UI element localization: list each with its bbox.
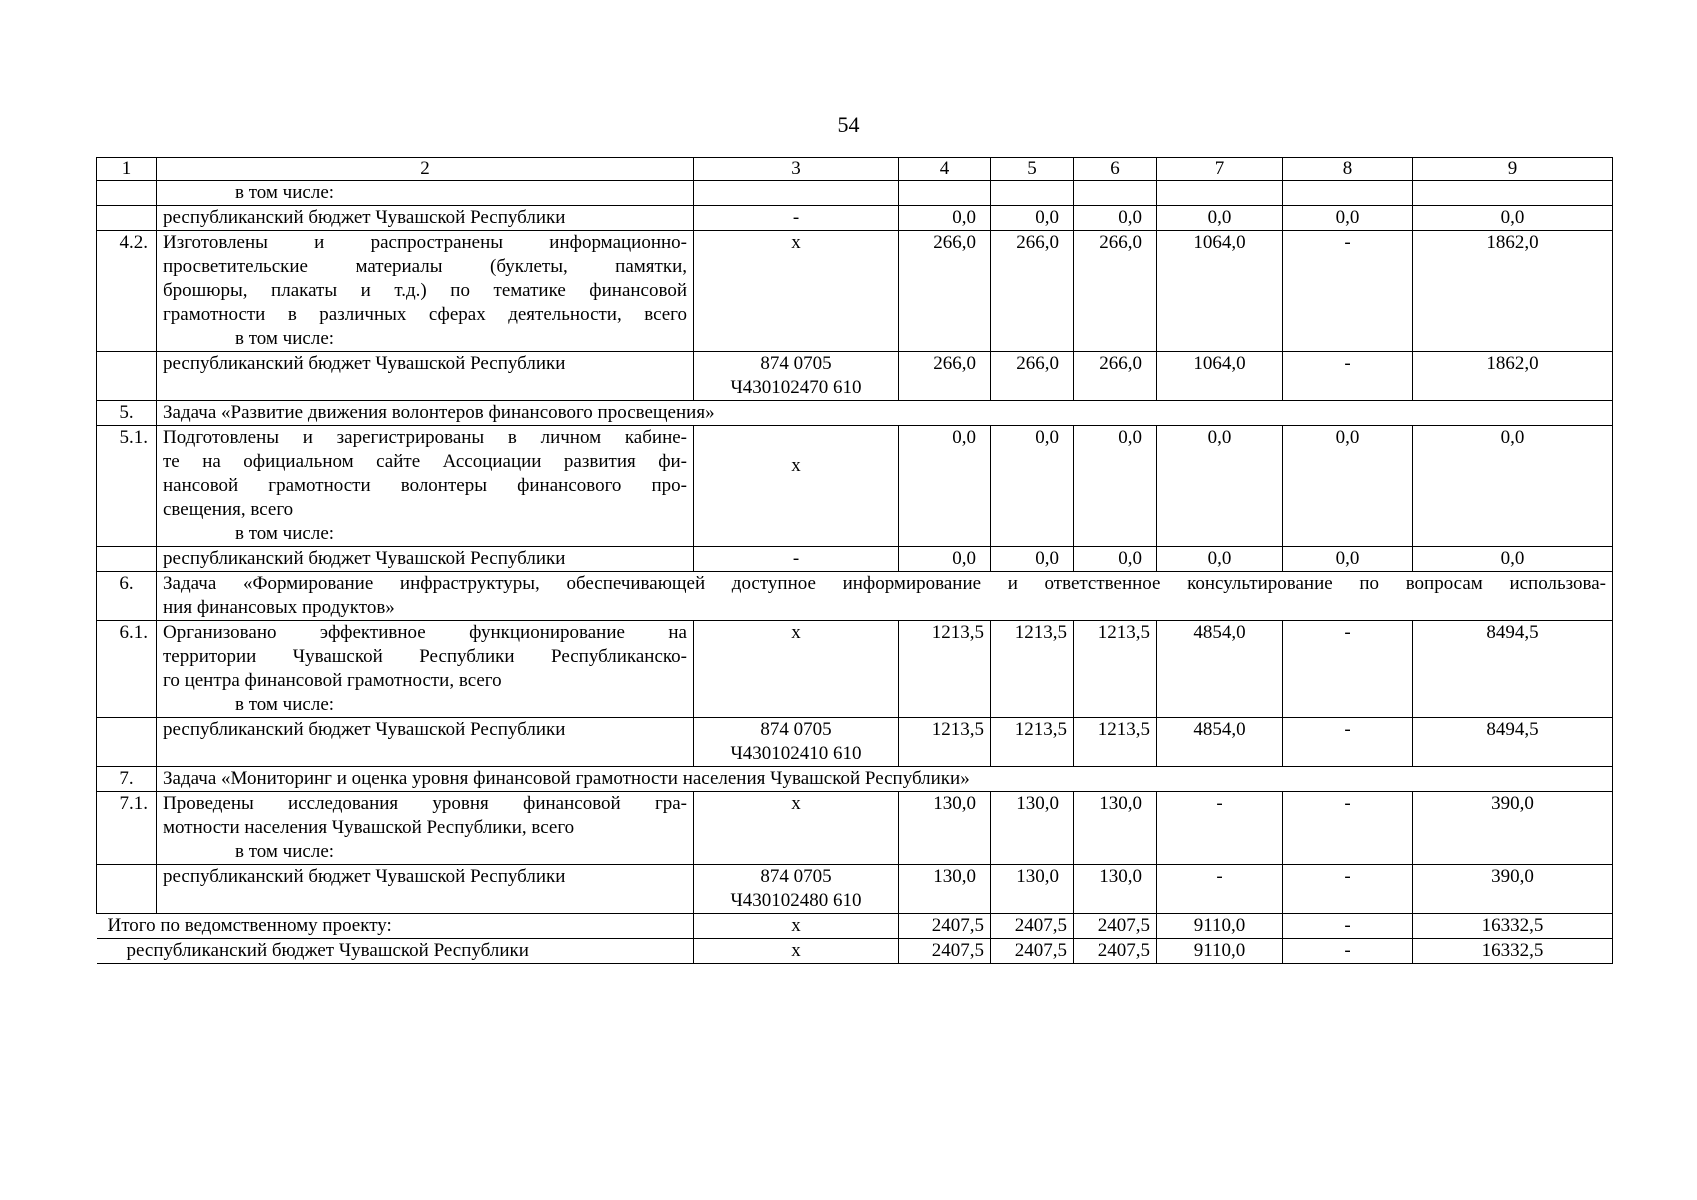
value-cell: -: [1283, 718, 1413, 767]
total-label: республиканский бюджет Чувашской Республики: [97, 939, 694, 964]
budget-code: х: [694, 426, 899, 547]
value-cell: -: [1283, 621, 1413, 718]
value-cell: -: [1283, 231, 1413, 352]
row-description: Организовано эффективное функционирование на территории Чувашской Республики Республиканско- го центра финансовой грамотности, всего в том числе:: [157, 621, 694, 718]
value-cell: 390,0: [1413, 865, 1613, 914]
col-header: 9: [1413, 158, 1613, 181]
col-header: 5: [991, 158, 1074, 181]
value-cell: -: [1283, 865, 1413, 914]
row-description: Проведены исследования уровня финансовой гра- мотности населения Чувашской Республики, всего в том числе:: [157, 792, 694, 865]
value-cell: -: [1283, 939, 1413, 964]
value-cell: 9110,0: [1157, 914, 1283, 939]
budget-code: х: [694, 231, 899, 352]
budget-table: [96, 157, 1613, 964]
value-cell: 130,0: [899, 865, 991, 914]
value-cell: 266,0: [1074, 231, 1157, 352]
value-cell: 266,0: [1074, 352, 1157, 401]
value-cell: 4854,0: [1157, 718, 1283, 767]
table-row: [97, 621, 1613, 718]
table-row: [97, 426, 1613, 547]
value-cell: 0,0: [899, 206, 991, 231]
value-cell: 1213,5: [991, 621, 1074, 718]
value-cell: 2407,5: [991, 939, 1074, 964]
value-cell: 0,0: [1157, 426, 1283, 547]
value-cell: 130,0: [991, 865, 1074, 914]
table-row: [97, 547, 1613, 572]
value-cell: 390,0: [1413, 792, 1613, 865]
col-header: 6: [1074, 158, 1157, 181]
value-cell: 130,0: [899, 792, 991, 865]
col-header: 8: [1283, 158, 1413, 181]
row-number: 6.1.: [97, 621, 157, 718]
subtotal-caption: в том числе:: [235, 182, 335, 203]
value-cell: 16332,5: [1413, 914, 1613, 939]
value-cell: 8494,5: [1413, 621, 1613, 718]
value-cell: 0,0: [1074, 547, 1157, 572]
value-cell: 0,0: [1413, 547, 1613, 572]
task-title: Задача «Формирование инфраструктуры, обеспечивающей доступное информирование и ответственное консультирование по вопросам использова- ния финансовых продуктов»: [157, 572, 1613, 621]
budget-code: х: [694, 939, 899, 964]
table-row: [97, 231, 1613, 352]
task-row: [97, 401, 1613, 426]
table-row: [97, 206, 1613, 231]
value-cell: 1213,5: [991, 718, 1074, 767]
budget-code: -: [694, 206, 899, 231]
value-cell: 16332,5: [1413, 939, 1613, 964]
row-label: республиканский бюджет Чувашской Республики: [157, 352, 694, 401]
subtotal-caption: в том числе:: [235, 694, 335, 715]
value-cell: 0,0: [899, 547, 991, 572]
value-cell: 2407,5: [899, 939, 991, 964]
value-cell: 2407,5: [1074, 939, 1157, 964]
value-cell: 266,0: [899, 231, 991, 352]
value-cell: 0,0: [1074, 426, 1157, 547]
table-row: [97, 352, 1613, 401]
value-cell: 0,0: [1157, 206, 1283, 231]
task-title: Задача «Мониторинг и оценка уровня финансовой грамотности населения Чувашской Республики»: [157, 767, 1613, 792]
subtotal-caption: в том числе:: [235, 328, 335, 349]
row-number: 5.: [97, 401, 157, 426]
value-cell: 1862,0: [1413, 352, 1613, 401]
value-cell: 2407,5: [899, 914, 991, 939]
value-cell: 1064,0: [1157, 231, 1283, 352]
budget-code: 874 0705 Ч430102480 610: [694, 865, 899, 914]
value-cell: 266,0: [899, 352, 991, 401]
budget-code: х: [694, 914, 899, 939]
col-header: 3: [694, 158, 899, 181]
budget-code: 874 0705 Ч430102410 610: [694, 718, 899, 767]
row-label: республиканский бюджет Чувашской Республики: [157, 547, 694, 572]
row-description: Изготовлены и распространены информационно- просветительские материалы (буклеты, памятки, брошюры, плакаты и т.д.) по тематике финансовой грамотности в различных сферах деятельности, всего в том числе:: [157, 231, 694, 352]
row-number: 4.2.: [97, 231, 157, 352]
subtotal-caption: в том числе:: [235, 841, 335, 862]
value-cell: 0,0: [991, 547, 1074, 572]
table-row: [97, 718, 1613, 767]
col-header: 2: [157, 158, 694, 181]
value-cell: 2407,5: [991, 914, 1074, 939]
task-row: [97, 572, 1613, 621]
total-row: [97, 939, 1613, 964]
value-cell: -: [1157, 865, 1283, 914]
value-cell: 0,0: [1283, 206, 1413, 231]
task-row: [97, 767, 1613, 792]
total-row: [97, 914, 1613, 939]
value-cell: 1213,5: [1074, 718, 1157, 767]
value-cell: 0,0: [1283, 426, 1413, 547]
value-cell: 1213,5: [899, 718, 991, 767]
value-cell: -: [1283, 914, 1413, 939]
value-cell: 1064,0: [1157, 352, 1283, 401]
total-label: Итого по ведомственному проекту:: [97, 914, 694, 939]
value-cell: 0,0: [1157, 547, 1283, 572]
col-header: 4: [899, 158, 991, 181]
table-row: [97, 792, 1613, 865]
value-cell: 9110,0: [1157, 939, 1283, 964]
budget-code: -: [694, 547, 899, 572]
row-number: 6.: [97, 572, 157, 621]
value-cell: 1213,5: [1074, 621, 1157, 718]
value-cell: 0,0: [1413, 426, 1613, 547]
page-number: 54: [837, 112, 860, 137]
value-cell: 266,0: [991, 231, 1074, 352]
value-cell: -: [1157, 792, 1283, 865]
row-description: Подготовлены и зарегистрированы в личном кабине- те на официальном сайте Ассоциации развития фи- нансовой грамотности волонтеры финансового про- свещения, всего в том числе:: [157, 426, 694, 547]
table-row: [97, 865, 1613, 914]
col-header: 7: [1157, 158, 1283, 181]
row-number: 5.1.: [97, 426, 157, 547]
value-cell: 2407,5: [1074, 914, 1157, 939]
col-header: 1: [97, 158, 157, 181]
value-cell: 0,0: [991, 426, 1074, 547]
value-cell: 4854,0: [1157, 621, 1283, 718]
subtotal-caption: в том числе:: [235, 523, 335, 544]
value-cell: 130,0: [1074, 865, 1157, 914]
row-label: республиканский бюджет Чувашской Республики: [157, 206, 694, 231]
value-cell: 130,0: [1074, 792, 1157, 865]
value-cell: 266,0: [991, 352, 1074, 401]
row-number: 7.1.: [97, 792, 157, 865]
value-cell: 8494,5: [1413, 718, 1613, 767]
value-cell: -: [1283, 792, 1413, 865]
budget-code: 874 0705 Ч430102470 610: [694, 352, 899, 401]
value-cell: 0,0: [1413, 206, 1613, 231]
budget-code: х: [694, 792, 899, 865]
row-label: республиканский бюджет Чувашской Республики: [157, 865, 694, 914]
column-number-row: [97, 158, 1613, 181]
row-number: 7.: [97, 767, 157, 792]
value-cell: 0,0: [899, 426, 991, 547]
value-cell: -: [1283, 352, 1413, 401]
value-cell: 1213,5: [899, 621, 991, 718]
value-cell: 0,0: [991, 206, 1074, 231]
row-label: республиканский бюджет Чувашской Республики: [157, 718, 694, 767]
table-row: [97, 181, 1613, 206]
value-cell: 130,0: [991, 792, 1074, 865]
value-cell: 1862,0: [1413, 231, 1613, 352]
budget-code: х: [694, 621, 899, 718]
value-cell: 0,0: [1283, 547, 1413, 572]
value-cell: 0,0: [1074, 206, 1157, 231]
task-title: Задача «Развитие движения волонтеров финансового просвещения»: [157, 401, 1613, 426]
